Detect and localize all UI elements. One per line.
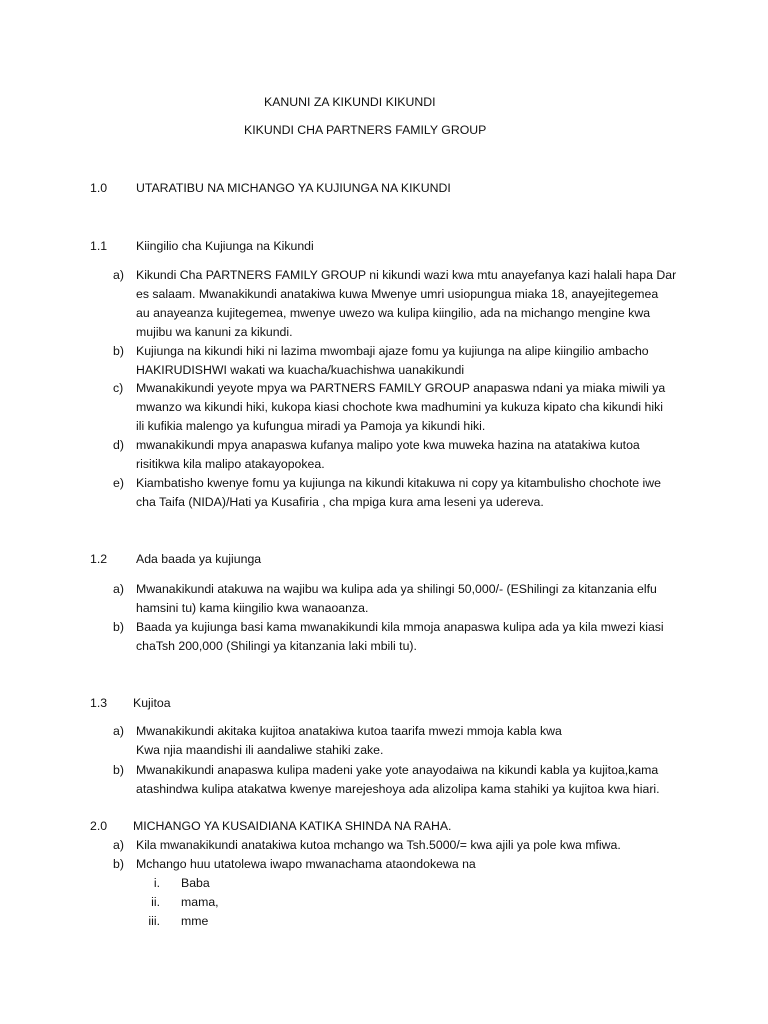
sub-list-item: mme <box>181 914 209 928</box>
list-marker: a) <box>113 268 124 282</box>
sub-list-item: Baba <box>181 876 210 890</box>
list-item-line: Mwanakikundi atakuwa na wajibu wa kulipa ada ya shilingi 50,000/- (EShilingi za kitanzania elfu <box>136 582 657 596</box>
list-item-line: mwanakikundi mpya anapaswa kufanya malipo yote kwa muweka hazina na atatakiwa kutoa <box>136 438 640 452</box>
section-heading-1-3: Kujitoa <box>133 696 171 710</box>
document-subtitle: KIKUNDI CHA PARTNERS FAMILY GROUP <box>244 123 487 137</box>
list-item-line: Kiambatisho kwenye fomu ya kujiunga na kikundi kitakuwa ni copy ya kitambulisho chochote iwe <box>136 476 661 490</box>
list-item-line: es salaam. Mwanakikundi anatakiwa kuwa Mwenye umri usiopungua miaka 18, anayejitegemea <box>136 287 659 301</box>
list-item-line: hamsini tu) kama kiingilio kwa wanaoanza. <box>136 601 369 615</box>
list-marker: b) <box>113 857 124 871</box>
list-marker: e) <box>113 476 124 490</box>
list-marker: b) <box>113 763 124 777</box>
section-heading-2-0: MICHANGO YA KUSAIDIANA KATIKA SHINDA NA RAHA. <box>133 819 452 833</box>
list-marker: a) <box>113 838 124 852</box>
list-item-line: Mchango huu utatolewa iwapo mwanachama ataondokewa na <box>136 857 476 871</box>
list-marker: a) <box>113 582 124 596</box>
list-item-line: Kila mwanakikundi anatakiwa kutoa mchango wa Tsh.5000/= kwa ajili ya pole kwa mfiwa. <box>136 838 621 852</box>
section-heading-1-1: Kiingilio cha Kujiunga na Kikundi <box>136 239 314 253</box>
list-marker: b) <box>113 620 124 634</box>
list-item-line: Mwanakikundi anapaswa kulipa madeni yake yote anayodaiwa na kikundi kabla ya kujitoa,kama <box>136 763 659 777</box>
section-number-1-3: 1.3 <box>90 696 108 710</box>
list-item-line: cha Taifa (NIDA)/Hati ya Kusafiria , cha mpiga kura ama leseni ya udereva. <box>136 495 544 509</box>
sub-list-marker: i. <box>153 876 160 890</box>
list-item-line: Baada ya kujiunga basi kama mwanakikundi kila mmoja anapaswa kulipa ada ya kila mwezi kiasi <box>136 620 664 634</box>
list-item-line: mujibu wa kanuni za kikundi. <box>136 325 293 339</box>
section-number-1-2: 1.2 <box>90 552 108 566</box>
section-heading-1-0: UTARATIBU NA MICHANGO YA KUJIUNGA NA KIKUNDI <box>136 181 451 195</box>
sub-list-marker: iii. <box>148 914 160 928</box>
list-marker: a) <box>113 724 124 738</box>
list-marker: d) <box>113 438 124 452</box>
section-number-2-0: 2.0 <box>90 819 108 833</box>
list-item-line: atashindwa kulipa atakatwa kwenye marejeshoya ada alizolipa kama stahiki ya kujitoa kwa hiari. <box>136 782 660 796</box>
list-item-line: Mwanakikundi yeyote mpya wa PARTNERS FAMILY GROUP anapaswa ndani ya miaka miwili ya <box>136 381 666 395</box>
document-title: KANUNI ZA KIKUNDI KIKUNDI <box>264 95 436 109</box>
list-item-line: mwanzo wa kikundi hiki, kukopa kiasi chochote kwa madhumini ya kukuza kipato cha kikundi hiki <box>136 400 663 414</box>
list-item-line: Kwa njia maandishi ili aandaliwe stahiki zake. <box>136 743 384 757</box>
list-item-line: Kujiunga na kikundi hiki ni lazima mwombaji ajaze fomu ya kujiunga na alipe kiingilio ambacho <box>136 344 649 358</box>
sub-list-item: mama, <box>181 895 219 909</box>
section-number-1-0: 1.0 <box>90 181 108 195</box>
list-item-line: au anayeanza kujitegemea, mwenye uwezo wa kulipa kiingilio, ada na michango mengine kwa <box>136 306 651 320</box>
list-item-line: Mwanakikundi akitaka kujitoa anatakiwa kutoa taarifa mwezi mmoja kabla kwa <box>136 724 562 738</box>
list-item-line: chaTsh 200,000 (Shilingi ya kitanzania laki mbili tu). <box>136 639 417 653</box>
section-heading-1-2: Ada baada ya kujiunga <box>136 552 262 566</box>
list-item-line: ili kufikia malengo ya kufungua miradi ya Pamoja ya kikundi hiki. <box>136 419 486 433</box>
sub-list-marker: ii. <box>151 895 160 909</box>
list-marker: c) <box>113 381 124 395</box>
list-marker: b) <box>113 344 124 358</box>
section-number-1-1: 1.1 <box>90 239 108 253</box>
list-item-line: Kikundi Cha PARTNERS FAMILY GROUP ni kikundi wazi kwa mtu anayefanya kazi halali hapa Dar <box>136 268 677 282</box>
list-item-line: risitikwa kila malipo atakayopokea. <box>136 457 325 471</box>
list-item-line: HAKIRUDISHWI wakati wa kuacha/kuachishwa uanakikundi <box>136 363 465 377</box>
